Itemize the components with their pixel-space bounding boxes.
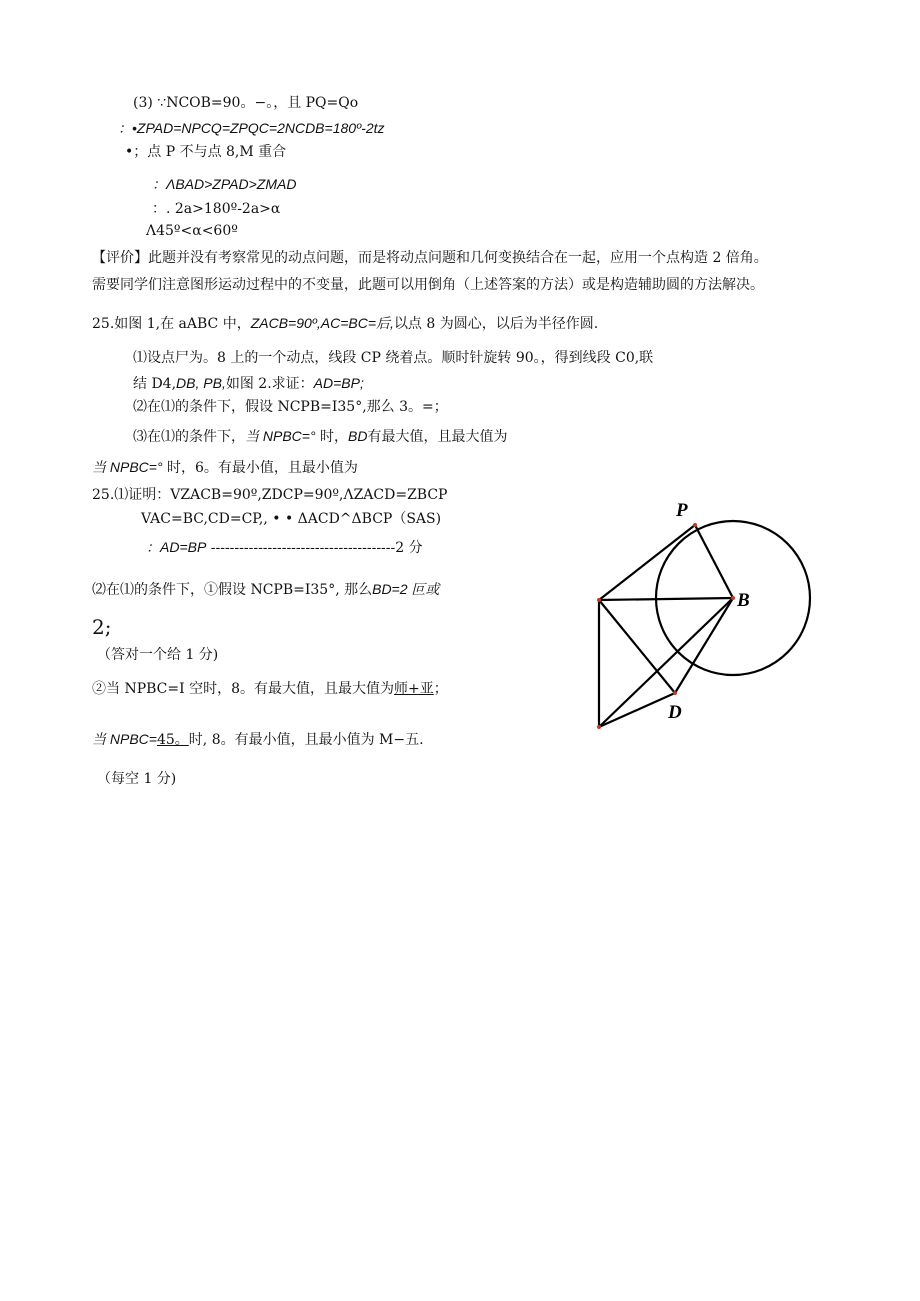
point-c xyxy=(597,725,601,729)
label-d: D xyxy=(668,702,682,723)
question-1-b-part-c: 如图 2.求证： xyxy=(225,376,314,392)
segment-a-d xyxy=(599,600,675,693)
point-p xyxy=(693,523,697,527)
geometry-figure-svg xyxy=(588,495,824,735)
question-1-b-part-b: DB, PB, xyxy=(176,375,226,391)
solution-line-9: （每空 1 分) xyxy=(97,771,177,787)
solution-line-6: （答对一个给 1 分) xyxy=(97,647,219,663)
part3-line-1: (3) ∵NCOB=90。−。，且 PQ=Qo xyxy=(133,95,359,111)
solution-line-3 xyxy=(146,538,423,557)
question-3-a-part-b: 当 NPBC=° xyxy=(245,428,316,444)
problem-25-stem-b: ZACB=90º,AC=BC=后, xyxy=(250,315,394,331)
label-p: P xyxy=(676,500,688,521)
part3-line-5: ：. 2a>180º-2a>α xyxy=(152,201,281,217)
question-3-b-part-a: 当 NPBC=° xyxy=(92,459,163,475)
question-3-b-part-b: 时，6。有最小值，且最小值为 xyxy=(162,460,358,476)
part3-line-2: ：•ZPAD=NPCQ=ZPQC=2NCDB=180º-2tz xyxy=(118,120,385,136)
label-b: B xyxy=(737,590,750,611)
segment-c-d xyxy=(599,693,675,727)
question-1-line-a: ⑴设点尸为。8 上的一个动点，线段 CP 绕着点。顺时针旋转 90。，得到线段 C0,联 xyxy=(133,350,654,366)
solution-line-8 xyxy=(92,730,424,749)
point-a xyxy=(597,598,601,602)
problem-25-stem-c: 以点 8 为圆心，以后为半径作圆. xyxy=(393,316,599,332)
solution-line-7-c: ； xyxy=(433,681,448,697)
solution-line-4 xyxy=(92,580,439,599)
review-line-2: 需要同学们注意图形运动过程中的不变量，此题可以用倒角（上述答案的方法）或是构造辅助圆的方法解决。 xyxy=(92,277,764,293)
question-3-a-part-c: 时， xyxy=(315,429,349,445)
segment-c-b xyxy=(599,598,733,727)
question-3-a-part-a: ⑶在⑴的条件下， xyxy=(133,429,245,445)
geometry-figure xyxy=(588,495,824,735)
part3-line-6: Λ45º<α<60º xyxy=(146,223,238,239)
segment-a-p xyxy=(599,525,695,600)
solution-line-2: VAC=BC,CD=CP,, • • ΔACD^ΔBCP（SAS) xyxy=(141,511,442,527)
question-3-line-b xyxy=(92,458,358,477)
problem-25-stem xyxy=(92,314,598,333)
solution-line-8-b: 45。 xyxy=(156,732,189,748)
solution-line-7-b: 师+亚 xyxy=(394,681,434,697)
question-1-b-part-d: AD=BP; xyxy=(313,375,364,391)
question-3-line-a xyxy=(133,427,507,446)
solution-line-3-b: ---------------------------------------2 分 xyxy=(206,540,423,556)
question-1-b-part-a: 结 D4, xyxy=(133,376,177,392)
solution-line-4-a: ⑵在⑴的条件下，①假设 NCPB=I35°, 那么 xyxy=(92,582,373,598)
part3-line-4: ：ΛBAD>ZPAD>ZMAD xyxy=(152,176,297,192)
question-3-a-part-d: BD xyxy=(348,428,368,444)
solution-line-4-b: BD=2 叵或 xyxy=(372,581,440,597)
question-2: ⑵在⑴的条件下，假设 NCPB=I35°,那么 3。=； xyxy=(133,399,448,415)
segment-a-b xyxy=(599,598,733,600)
solution-line-8-c: 时, 8。有最小值，且最小值为 M−五. xyxy=(188,732,424,748)
point-b xyxy=(731,596,735,600)
review-line-1: 【评价】此题并没有考察常见的动点问题，而是将动点问题和几何变换结合在一起，应用一个点构造 2 倍角。 xyxy=(92,250,768,266)
problem-25-stem-a: 25.如图 1,在 aABC 中， xyxy=(92,316,251,332)
question-3-a-part-e: 有最大值，且最大值为 xyxy=(367,429,508,445)
solution-line-5: 2; xyxy=(92,615,112,639)
solution-line-3-a: ：AD=BP xyxy=(146,539,207,555)
solution-line-7 xyxy=(92,680,448,698)
solution-line-8-a: 当 NPBC= xyxy=(92,731,157,747)
solution-line-7-a: ②当 NPBC=I 空时，8。有最大值，且最大值为 xyxy=(92,681,394,697)
segment-p-b xyxy=(695,525,733,598)
part3-line-3: •；点 P 不与点 8,M 重合 xyxy=(125,144,287,160)
question-1-line-b xyxy=(133,374,364,393)
point-d xyxy=(673,691,677,695)
solution-line-1: 25.⑴证明：VZACB=90º,ZDCP=90º,ΛZACD=ZBCP xyxy=(92,487,448,503)
